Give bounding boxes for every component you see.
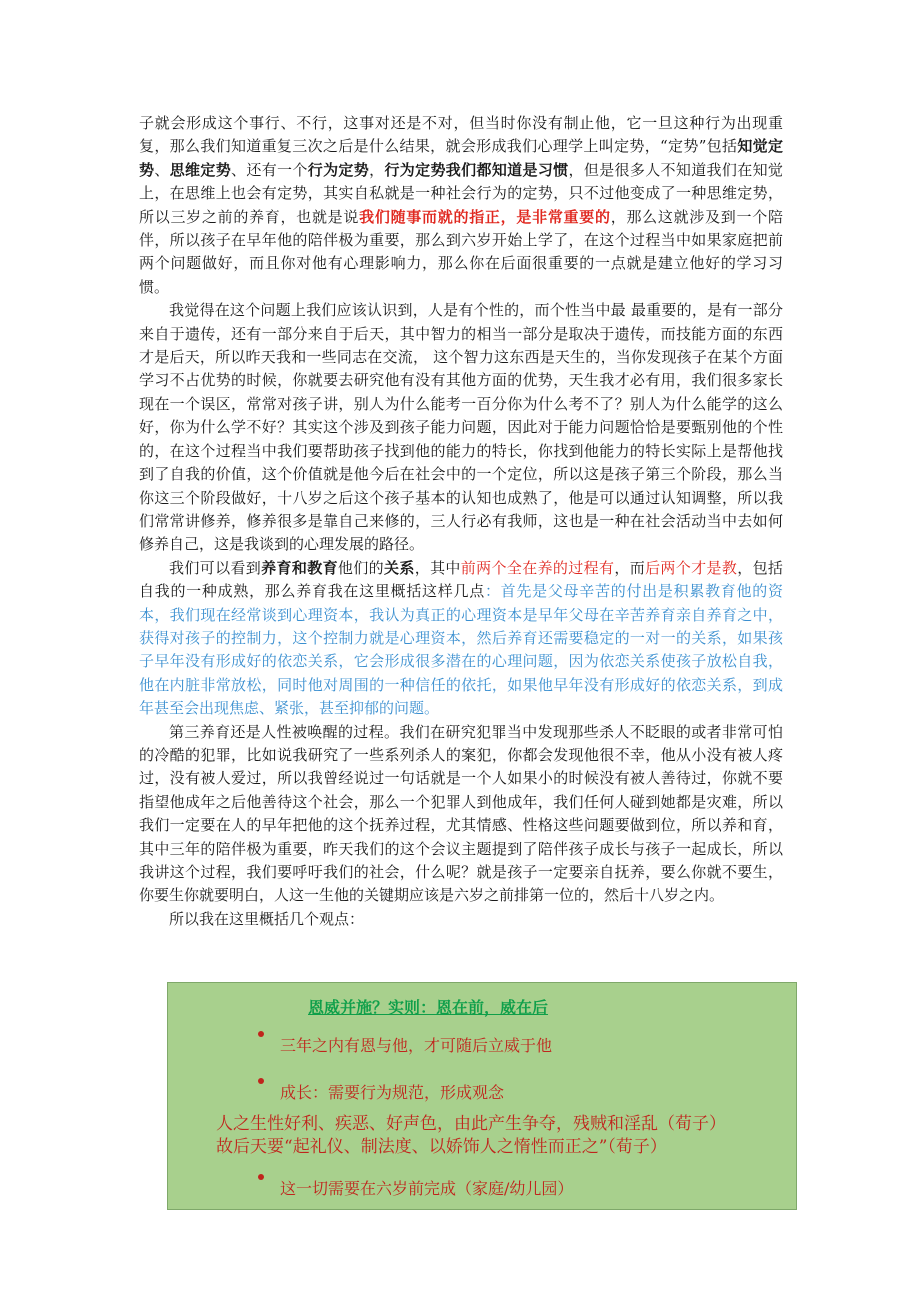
summary-line-1: 人之生性好利、疾恶、好声色，由此产生争夺，残贼和淫乱（荀子） <box>216 1114 726 1134</box>
body-text <box>139 112 783 931</box>
text-run: 、还有一个 <box>231 160 308 179</box>
paragraph-2: 我觉得在这个问题上我们应该认识到，人是有个性的，而个性当中最 最重要的，是有一部分来自于遗传，还有一部分来自于后天，其中智力的相当一部分是取决于遗传，而技能方面的东西才是后天，所以昨天我和一些同志在交流， 这个智力这东西是天生的，当你发现孩子在某个方面学习不占优势的时候，你就要去研究他有没有其他方面的优势，天生我才必有用，我们很多家长现在一个误区，常常对孩子讲，别人为什么能考一百分你为什么考不了？别人为什么能学的这么好，你为什么学不好？其实这个涉及到孩子能力问题，因此对于能力问题恰恰是要甄别他的个性的，在这个过程当中我们要帮助孩子找到他的能力的特长，你找到他能力的特长实际上是帮他找到了自我的价值，这个价值就是他今后在社会中的一个定位，所以这是孩子第三个阶段，那么当你这三个阶段做好，十八岁之后这个孩子基本的认知也成熟了，他是可以通过认知调整，所以我们常常讲修养，修养很多是靠自己来修的，三人行必有我师，这也是一种在社会活动当中去如何修养自己，这是我谈到的心理发展的路径。 <box>139 301 783 554</box>
bullet-text: 这一切需要在六岁前完成（家庭/幼儿园） <box>280 1179 574 1198</box>
bold-term-nurture-education: 养育和教育 <box>261 558 338 577</box>
bold-term-habit: 行为定势我们都知道是习惯 <box>384 160 569 179</box>
text-run: ，包括自我的一种成熟，那么养育我在这里概括这样几点 <box>139 558 783 601</box>
text-run: ，那么这就涉及到一个陪伴，所以孩子在早年他的陪伴极为重要，那么到六岁开始上学了，在这个过程当中如果家庭把前两个问题做好，而且你对他有心理影响力，那么你在后面很重要的一点就是建立他好的学习习惯。 <box>139 207 783 296</box>
bold-term-thinking-set: 思维定势 <box>169 160 232 179</box>
text-run: 子就会形成这个事行、不行，这事对还是不对，但当时你没有制止他，它一旦这种行为出现重复，那么我们知道重复三次之后是什么结果，就会形成我们心理学上叫定势，“定势”包括 <box>139 114 783 156</box>
bullet-text: 成长：需要行为规范，形成观念 <box>280 1083 505 1102</box>
text-run: ，其中 <box>414 558 461 577</box>
summary-box-title: 恩威并施？实则：恩在前，威在后 <box>308 998 549 1017</box>
paragraph-4: 第三养育还是人性被唤醒的过程。我们在研究犯罪当中发现那些杀人不眨眼的或者非常可怕的冷酷的犯罪，比如说我研究了一些系列杀人的案犯，你都会发现他很不幸，他从小没有被人疼过，没有被人爱过，所以我曾经说过一句话就是一个人如果小的时候没有被人善待过，你就不要指望他成年之后他善待这个社会，那么一个犯罪人到他成年，我们任何人碰到她都是灾难，所以我们一定要在人的早年把他的这个抚养过程，尤其情感、性格这些问题要做到位，所以养和育，其中三年的陪伴极为重要，昨天我们的这个会议主题提到了陪伴孩子成长与孩子一起成长，所以我讲这个过程，我们要呼吁我们的社会，什么呢？就是孩子一定要亲自抚养，要么你就不要生，你要生你就要明白，人这一生他的关键期应该是六岁之前排第一位的，然后十八岁之内。 <box>139 722 783 905</box>
text-run: 、 <box>154 160 170 179</box>
bold-term-relation: 关系 <box>384 558 415 577</box>
bold-term-perception-set: 知觉定势 <box>139 137 783 179</box>
bullet-dot-icon <box>258 1031 264 1037</box>
summary-bullet-3 <box>258 1176 573 1199</box>
text-run: 我们可以看到 <box>169 558 262 577</box>
bullet-dot-icon <box>258 1174 264 1180</box>
text-run: ，而 <box>614 558 646 577</box>
highlight-red-bold: 我们随事而就的指正，是非常重要的 <box>359 207 611 226</box>
highlight-blue: ：首先是父母辛苦的付出是积累教育他的资本，我们现在经常谈到心理资本，我认为真正的心理资本是早年父母在辛苦养育亲自养育之中，获得对孩子的控制力，这个控制力就是心理资本，然后养育还需要稳定的一对一的关系，如果孩子早年没有形成好的依恋关系，它会形成很多潜在的心理问题，因为依恋关系使孩子放松自我，他在内脏非常放松，同时他对周围的一种信任的依托，如果他早年没有形成好的依恋关系，到成年甚至会出现焦虑、紧张，甚至抑郁的问题。 <box>139 582 783 718</box>
bullet-text: 三年之内有恩与他，才可随后立威于他 <box>280 1036 553 1055</box>
text-run: ， <box>369 160 385 179</box>
bullet-dot-icon <box>258 1078 264 1084</box>
summary-bullet-2 <box>258 1080 504 1103</box>
summary-box <box>167 982 797 1210</box>
paragraph-1 <box>139 112 783 299</box>
summary-bullet-1 <box>258 1033 552 1056</box>
summary-line-2: 故后天要“起礼仪、制法度、以娇饰人之惰性而正之”（荀子） <box>216 1137 667 1157</box>
paragraph-3 <box>139 557 783 721</box>
text-run: 他们的 <box>337 558 384 577</box>
highlight-red: 前两个全在养的过程有 <box>460 558 615 577</box>
bold-term-behavior-set: 行为定势 <box>307 160 370 179</box>
highlight-red: 后两个才是教 <box>645 558 738 577</box>
paragraph-5: 所以我在这里概括几个观点： <box>169 909 365 928</box>
text-run: ，但是很多人不知道我们在知觉上，在思维上也会有定势，其实自私就是一种社会行为的定势，只不过他变成了一种思维定势，所以三岁之前的养育，也就是说 <box>139 160 783 226</box>
